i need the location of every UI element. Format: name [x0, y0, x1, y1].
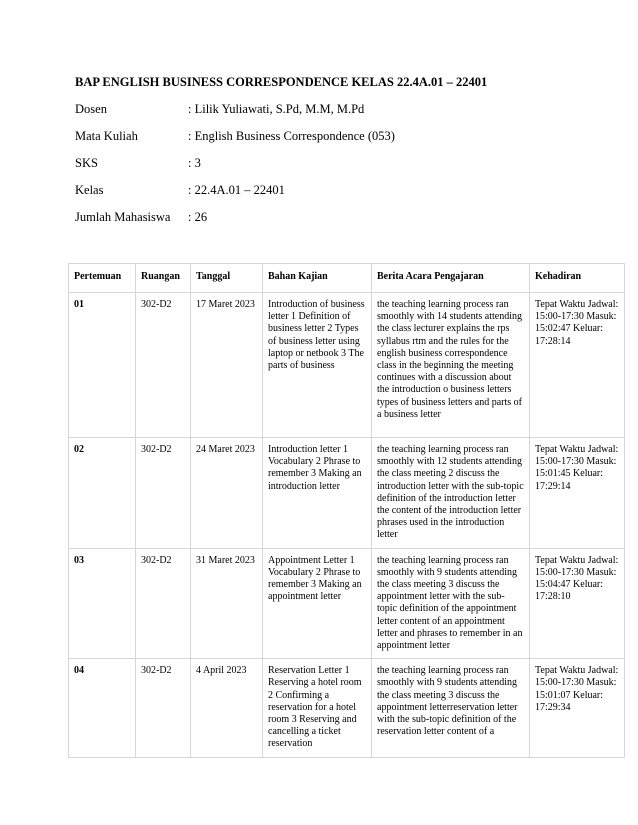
cell-pertemuan: 03 — [69, 548, 136, 659]
cell-tanggal: 24 Maret 2023 — [191, 438, 263, 549]
cell-berita-acara: the teaching learning process ran smoothly with 9 students attending the class meeting 3 discuss the appointment letter with the sub-topic definition of the appointment letter content of an appointment letter and phrases to remember in an appointment letter — [372, 548, 530, 659]
table-header-row — [69, 264, 625, 293]
page-title: BAP ENGLISH BUSINESS CORRESPONDENCE KELAS 22.4A.01 – 22401 — [75, 75, 488, 89]
attendance-table — [68, 263, 625, 758]
cell-bahan-kajian: Appointment Letter 1 Vocabulary 2 Phrase to remember 3 Making an appointment letter — [263, 548, 372, 659]
cell-pertemuan: 04 — [69, 659, 136, 757]
cell-kehadiran: Tepat Waktu Jadwal: 15:00-17:30 Masuk: 15:01:07 Keluar: 17:29:34 — [530, 659, 625, 757]
info-row-mata-kuliah — [75, 129, 395, 144]
table-row — [69, 548, 625, 659]
cell-tanggal: 17 Maret 2023 — [191, 293, 263, 438]
info-row-jumlah-mahasiswa — [75, 210, 207, 225]
cell-berita-acara: the teaching learning process ran smoothly with 12 students attending the class meeting 2 discuss the introduction letter with the sub-topic definition of the introduction letter the content of the introduction letter phrases used in the introduction letter — [372, 438, 530, 549]
cell-ruangan: 302-D2 — [136, 548, 191, 659]
cell-tanggal: 31 Maret 2023 — [191, 548, 263, 659]
cell-bahan-kajian: Reservation Letter 1 Reserving a hotel room 2 Confirming a reservation for a hotel room 3 Reserving and cancelling a ticket reservation — [263, 659, 372, 757]
cell-kehadiran: Tepat Waktu Jadwal: 15:00-17:30 Masuk: 15:04:47 Keluar: 17:28:10 — [530, 548, 625, 659]
info-value: : 26 — [188, 210, 208, 224]
cell-pertemuan: 02 — [69, 438, 136, 549]
info-value: : English Business Correspondence (053) — [188, 129, 395, 143]
table-row — [69, 438, 625, 549]
cell-ruangan: 302-D2 — [136, 659, 191, 757]
info-value: : Lilik Yuliawati, S.Pd, M.M, M.Pd — [188, 102, 365, 116]
cell-pertemuan: 01 — [69, 293, 136, 438]
cell-bahan-kajian: Introduction of business letter 1 Definition of business letter 2 Types of business letter using laptop or netbook 3 The parts of business — [263, 293, 372, 438]
header-tanggal: Tanggal — [191, 264, 263, 293]
cell-bahan-kajian: Introduction letter 1 Vocabulary 2 Phrase to remember 3 Making an introduction letter — [263, 438, 372, 549]
cell-tanggal: 4 April 2023 — [191, 659, 263, 757]
cell-kehadiran: Tepat Waktu Jadwal: 15:00-17:30 Masuk: 15:01:45 Keluar: 17:29:14 — [530, 438, 625, 549]
info-label: Dosen — [75, 102, 107, 116]
cell-kehadiran: Tepat Waktu Jadwal: 15:00-17:30 Masuk: 15:02:47 Keluar: 17:28:14 — [530, 293, 625, 438]
info-row-dosen — [75, 102, 364, 117]
cell-berita-acara: the teaching learning process ran smoothly with 14 students attending the class lecturer explains the rps syllabus rtm and the rules for the english business correspondence class in the beginning the meeting continues with a discussion about the introduction o business letters types of business letters and parts of a business letter — [372, 293, 530, 438]
cell-ruangan: 302-D2 — [136, 293, 191, 438]
header-kehadiran: Kehadiran — [530, 264, 625, 293]
table-row — [69, 293, 625, 438]
info-label: SKS — [75, 156, 98, 170]
info-value: : 22.4A.01 – 22401 — [188, 183, 285, 197]
header-pertemuan: Pertemuan — [69, 264, 136, 293]
info-row-sks — [75, 156, 201, 171]
header-bahan-kajian: Bahan Kajian — [263, 264, 372, 293]
info-row-kelas — [75, 183, 285, 198]
cell-berita-acara: the teaching learning process ran smoothly with 9 students attending the class meeting 3 discuss the appointment letterreservation letter with the sub-topic definition of the reservation letter content of a — [372, 659, 530, 757]
info-label: Kelas — [75, 183, 104, 197]
info-label: Mata Kuliah — [75, 129, 138, 143]
header-berita-acara: Berita Acara Pengajaran — [372, 264, 530, 293]
cell-ruangan: 302-D2 — [136, 438, 191, 549]
info-label: Jumlah Mahasiswa — [75, 210, 171, 224]
info-value: : 3 — [188, 156, 201, 170]
header-ruangan: Ruangan — [136, 264, 191, 293]
table-row — [69, 659, 625, 757]
